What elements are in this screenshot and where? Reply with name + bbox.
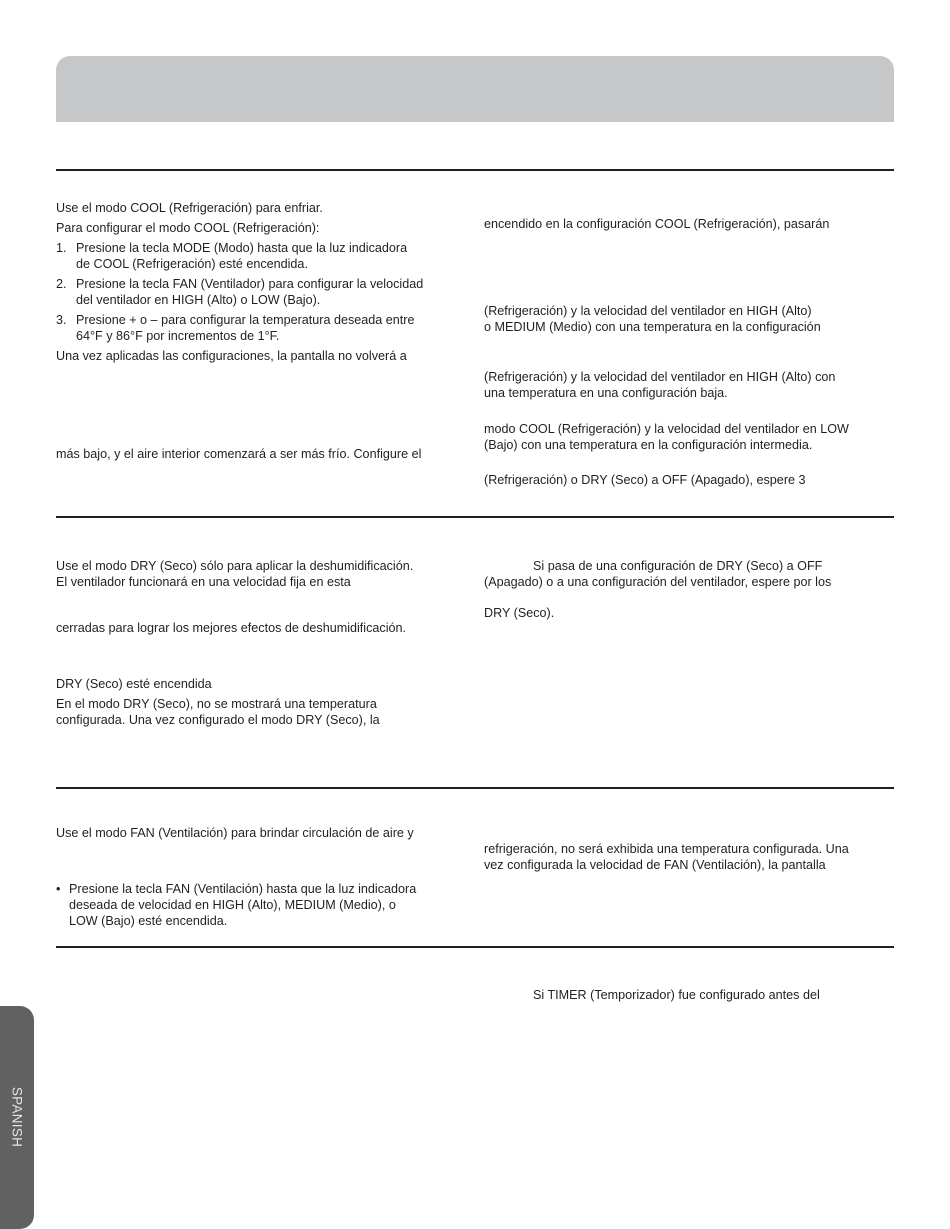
- cool-step-1: [56, 240, 408, 256]
- cool-right-line-3a: (Refrigeración) y la velocidad del ventilador en HIGH (Alto) con: [484, 370, 836, 384]
- cool-intro: Use el modo COOL (Refrigeración) para enfriar.: [56, 201, 323, 215]
- cool-step-3: [56, 312, 415, 328]
- timer-note-line-1: Si TIMER (Temporizador) fue configurado antes del: [533, 988, 820, 1002]
- language-label: SPANISH: [9, 1086, 25, 1148]
- dry-note-line-3: DRY (Seco).: [484, 606, 555, 620]
- cool-after-setup: Una vez aplicadas las configuraciones, la pantalla no volverá a: [56, 349, 407, 363]
- cool-step-3-cont: 64°F y 86°F por incrementos de 1°F.: [76, 329, 280, 343]
- dry-line-4: DRY (Seco) esté encendida: [56, 677, 212, 691]
- dry-note-line-1: Si pasa de una configuración de DRY (Seco) a OFF: [533, 559, 823, 573]
- dry-line-5: En el modo DRY (Seco), no se mostrará una temperatura: [56, 697, 377, 711]
- bullet-icon: •: [56, 882, 61, 896]
- step-number: 2.: [56, 277, 67, 291]
- cool-right-line-4b: (Bajo) con una temperatura en la configuración intermedia.: [484, 438, 813, 452]
- dry-line-3: cerradas para lograr los mejores efectos de deshumidificación.: [56, 621, 406, 635]
- step-text: Presione la tecla MODE (Modo) hasta que la luz indicadora: [76, 241, 408, 255]
- fan-intro: Use el modo FAN (Ventilación) para brindar circulación de aire y: [56, 826, 414, 840]
- dry-note-line-2: (Apagado) o a una configuración del ventilador, espere por los: [484, 575, 832, 589]
- cool-right-line-2a: (Refrigeración) y la velocidad del ventilador en HIGH (Alto): [484, 304, 812, 318]
- cool-right-line-5: (Refrigeración) o DRY (Seco) a OFF (Apagado), espere 3: [484, 473, 806, 487]
- cool-step-2: [56, 276, 424, 292]
- section-divider-cool: [56, 169, 894, 171]
- step-text: Presione + o – para configurar la temperatura deseada entre: [76, 313, 415, 327]
- section-divider-fan: [56, 787, 894, 789]
- fan-right-line-2: vez configurada la velocidad de FAN (Ventilación), la pantalla: [484, 858, 826, 872]
- dry-line-6: configurada. Una vez configurado el modo DRY (Seco), la: [56, 713, 380, 727]
- cool-setup-heading: Para configurar el modo COOL (Refrigeración):: [56, 221, 320, 235]
- dry-line-1: Use el modo DRY (Seco) sólo para aplicar la deshumidificación.: [56, 559, 414, 573]
- section-divider-dry: [56, 516, 894, 518]
- cool-step-2-cont: del ventilador en HIGH (Alto) o LOW (Bajo).: [76, 293, 321, 307]
- fan-bullet-line-2: deseada de velocidad en HIGH (Alto), MEDIUM (Medio), o: [69, 898, 396, 912]
- cool-colder-text: más bajo, y el aire interior comenzará a ser más frío. Configure el: [56, 447, 422, 461]
- fan-bullet-line-3: LOW (Bajo) esté encendida.: [69, 914, 228, 928]
- step-number: 1.: [56, 241, 67, 255]
- fan-bullet-item: [56, 881, 417, 897]
- dry-line-2: El ventilador funcionará en una velocidad fija en esta: [56, 575, 351, 589]
- step-text: Presione la tecla FAN (Ventilador) para configurar la velocidad: [76, 277, 424, 291]
- cool-right-line-3b: una temperatura en una configuración baja.: [484, 386, 728, 400]
- cool-right-line-4a: modo COOL (Refrigeración) y la velocidad del ventilador en LOW: [484, 422, 849, 436]
- fan-right-line-1: refrigeración, no será exhibida una temperatura configurada. Una: [484, 842, 849, 856]
- cool-right-line-1: encendido en la configuración COOL (Refrigeración), pasarán: [484, 217, 830, 231]
- cool-right-line-2b: o MEDIUM (Medio) con una temperatura en la configuración: [484, 320, 821, 334]
- header-band: [56, 56, 894, 122]
- cool-step-1-cont: de COOL (Refrigeración) esté encendida.: [76, 257, 308, 271]
- step-number: 3.: [56, 313, 67, 327]
- bullet-text: Presione la tecla FAN (Ventilación) hasta que la luz indicadora: [69, 882, 417, 896]
- section-divider-timer: [56, 946, 894, 948]
